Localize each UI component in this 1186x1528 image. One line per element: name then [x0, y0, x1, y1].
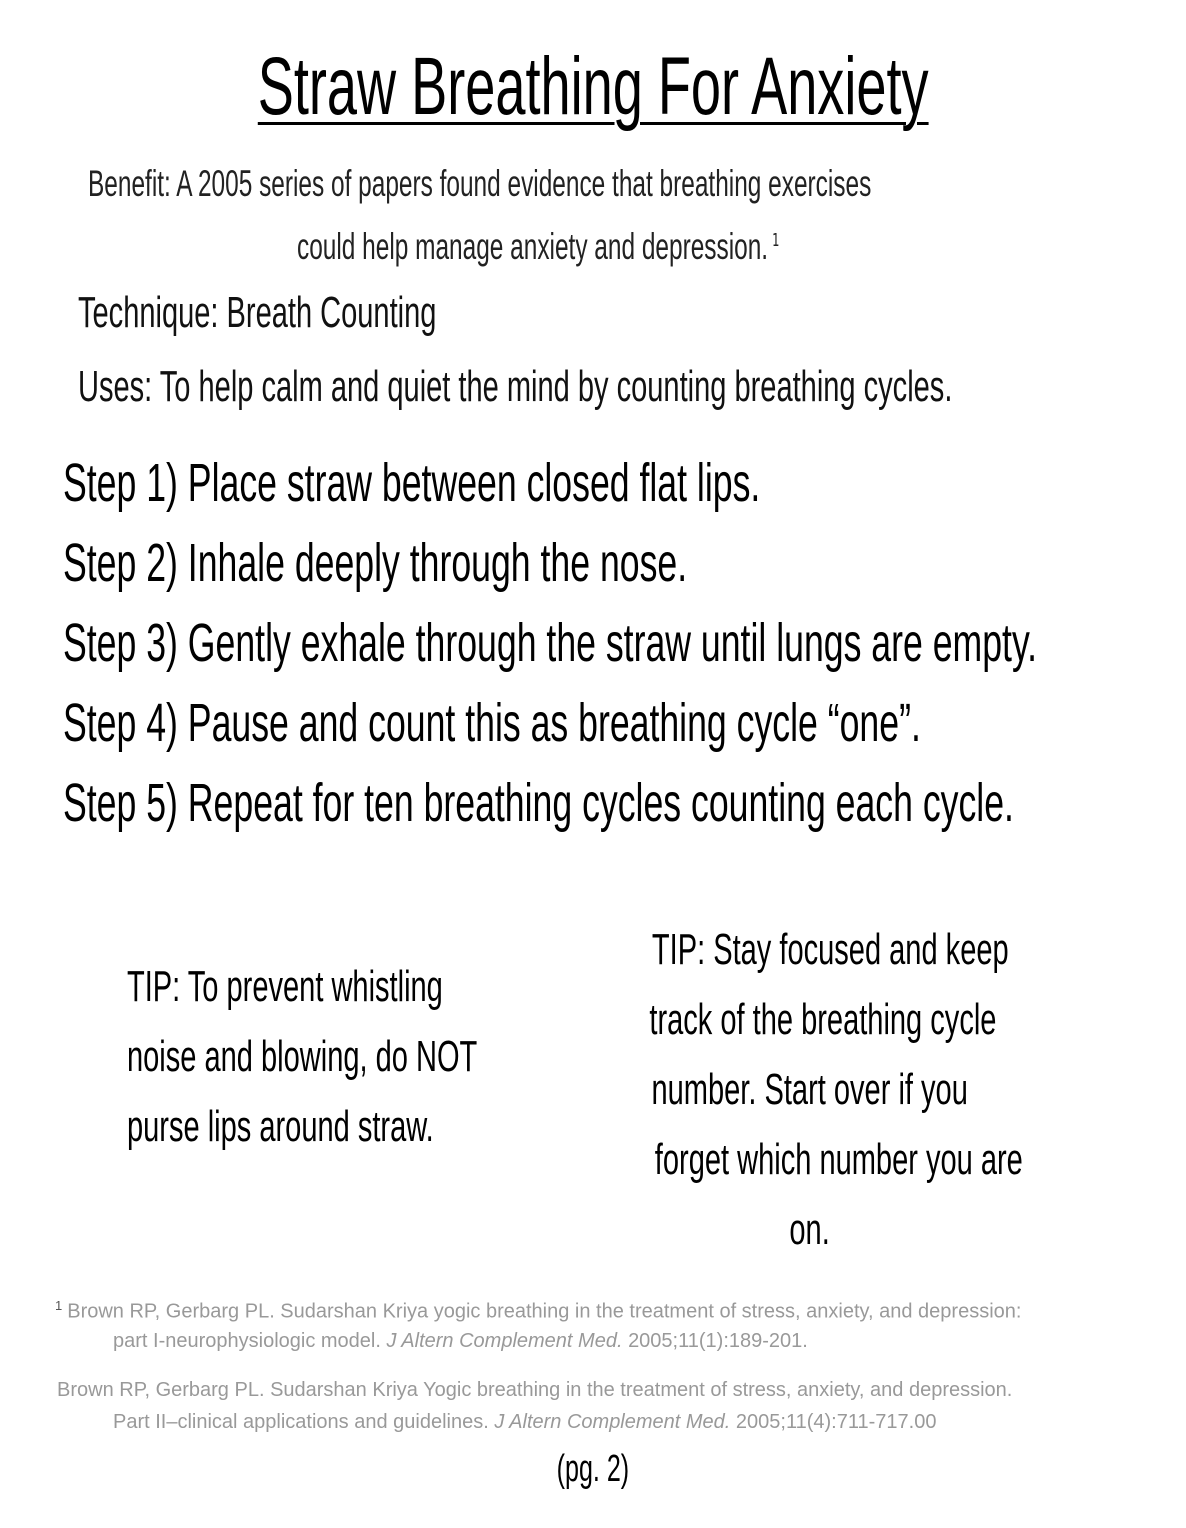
step-2: Step 2) Inhale deeply through the nose.: [63, 533, 688, 593]
step-1: Step 1) Place straw between closed flat lips.: [63, 453, 761, 513]
benefit-line-2: could help manage anxiety and depression. $^1$: [297, 226, 780, 267]
reference-1-line-2: part I-neurophysiologic model. J Altern Complement Med. 2005;11(1):189-201.: [113, 1330, 808, 1352]
tip-focus: TIP: Stay focused and keep track of the breathing cycle number. Start over if you forget which number you are on.: [649, 925, 1023, 1254]
footnote-marker: 1: [772, 229, 780, 251]
reference-1-line-1: $^1$ Brown RP, Gerbarg PL. Sudarshan Kriya yogic breathing in the treatment of stress, anxiety, and depression:: [55, 1298, 1022, 1323]
reference-2-line-1: Brown RP, Gerbarg PL. Sudarshan Kriya Yogic breathing in the treatment of stress, anxiety, and depression.: [57, 1379, 1013, 1401]
benefit-line-1: Benefit: A 2005 series of papers found evidence that breathing exercises: [88, 163, 872, 204]
page-number: (pg. 2): [556, 1448, 630, 1490]
step-3: Step 3) Gently exhale through the straw until lungs are empty.: [63, 613, 1038, 673]
reference-2-line-2: Part II–clinical applications and guidelines. J Altern Complement Med. 2005;11(4):711-717.00: [113, 1411, 937, 1433]
step-4: Step 4) Pause and count this as breathing cycle “one”.: [63, 693, 921, 753]
technique: Technique: Breath Counting: [78, 288, 437, 337]
uses: Uses: To help calm and quiet the mind by counting breathing cycles.: [78, 362, 953, 411]
tip-whistling: TIP: To prevent whistling noise and blowing, do NOT purse lips around straw.: [127, 962, 478, 1151]
step-5: Step 5) Repeat for ten breathing cycles counting each cycle.: [63, 773, 1014, 833]
page-title: Straw Breathing For Anxiety: [257, 41, 929, 132]
